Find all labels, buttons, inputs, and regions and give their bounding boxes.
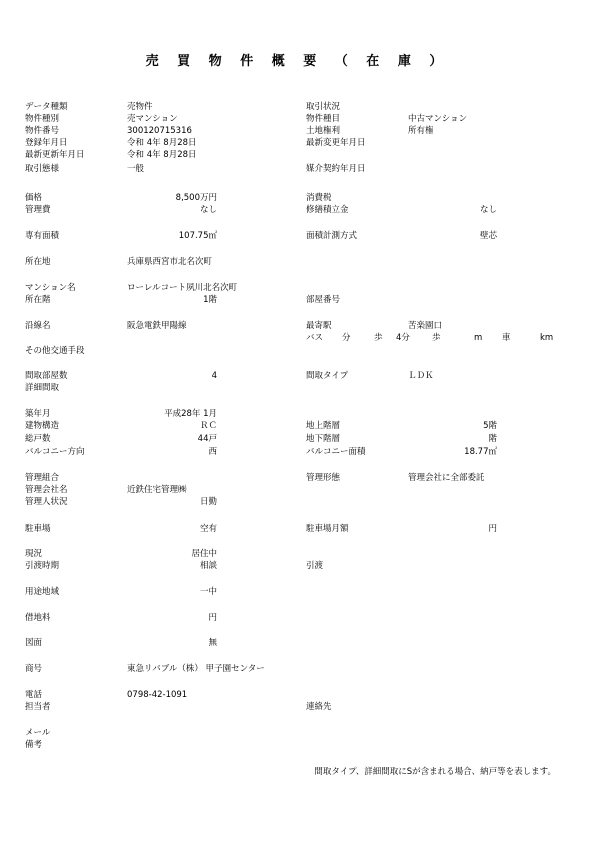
label-built: 築年月 [25,409,51,419]
label-other-transport: その他交通手段 [25,346,85,356]
label-station: 最寄駅 [306,321,332,331]
label-area-method: 面積計測方式 [306,231,358,241]
bus-walk-label: 歩 [374,333,383,343]
label-line: 沿線名 [25,321,51,331]
label-balcony-dir: バルコニー方向 [25,447,85,457]
value-location: 兵庫県西宮市北名次町 [127,257,213,267]
value-property-item: 中古マンション [408,114,468,124]
label-email: メール [25,728,51,738]
value-station: 苦楽園口 [408,321,443,331]
document-title: 売 買 物 件 概 要 （ 在 庫 ） [145,54,450,69]
distance-m-unit: m [474,333,483,343]
label-handover-time: 引渡時期 [25,561,60,571]
label-trade-status: 取引状況 [306,102,341,112]
value-built: 平成28年 1月 [164,409,217,419]
value-handover-time: 相談 [199,561,217,571]
value-balcony-dir: 西 [208,447,217,457]
value-exclusive-area: 107.75㎡ [178,231,217,241]
label-mgmt-company: 管理会社名 [25,485,68,495]
value-company: 東急リバブル（株） 甲子園センター [127,664,265,674]
value-phone: 0798-42-1091 [127,690,188,700]
label-mgmt-fee: 管理費 [25,205,51,215]
label-floors-below: 地下階層 [306,434,341,444]
label-room-no: 部屋番号 [306,295,341,305]
label-total-units: 総戸数 [25,434,51,444]
label-property-no: 物件番号 [25,126,60,136]
label-data-type: データ種類 [25,102,68,112]
label-last-updated: 最新更新年月日 [25,150,85,160]
label-repair-fund: 修繕積立金 [306,205,349,215]
label-manager-status: 管理人状況 [25,497,68,507]
label-mgmt-assoc: 管理組合 [25,473,60,483]
value-price: 8,500万円 [175,193,217,203]
bus-minutes-unit: 分 [342,333,351,343]
value-balcony-area: 18.77㎡ [464,447,497,457]
label-land-rights: 土地権利 [306,126,341,136]
label-floors-above: 地上階層 [306,421,341,431]
distance-km-unit: km [540,333,554,343]
value-land-rent: 円 [208,613,217,623]
label-layout-detail: 詳細間取 [25,383,60,393]
value-last-updated: 令和 4年 8月28日 [127,150,197,160]
label-mansion-name: マンション名 [25,283,76,293]
value-floor: 1階 [203,295,217,305]
value-floors-below: 階 [488,434,497,444]
footnote: 間取タイプ、詳細間取にSが含まれる場合、納戸等を表します。 [314,767,556,777]
value-floor-plan: 無 [208,638,217,648]
walk-label: 歩 [432,333,441,343]
bus-label: バス [306,333,324,343]
label-balcony-area: バルコニー面積 [306,447,366,457]
label-property-kind: 物件種別 [25,114,60,124]
value-mgmt-fee: なし [199,205,217,215]
label-location: 所在地 [25,257,51,267]
label-transaction: 取引態様 [25,164,60,174]
value-data-type: 売物件 [127,102,153,112]
value-land-rights: 所有権 [408,126,434,136]
value-property-kind: 売マンション [127,114,178,124]
value-zoning: 一中 [199,587,217,597]
value-mgmt-form: 管理会社に全部委託 [408,473,485,483]
value-registered: 令和 4年 8月28日 [127,138,197,148]
car-label: 車 [502,333,511,343]
value-mansion-name: ローレルコート夙川北名次町 [127,283,238,293]
label-parking-fee: 駐車場月額 [306,524,349,534]
value-parking: 空有 [199,524,217,534]
label-property-item: 物件種目 [306,114,341,124]
label-remarks: 備考 [25,740,43,750]
value-repair-fund: なし [479,205,497,215]
label-layout-type: 間取タイプ [306,371,349,381]
label-structure: 建物構造 [25,421,60,431]
label-contact: 連絡先 [306,702,332,712]
label-mgmt-form: 管理形態 [306,473,341,483]
value-structure: ＲＣ [199,421,217,431]
value-current-status: 居住中 [191,549,217,559]
label-handover: 引渡 [306,561,324,571]
label-parking: 駐車場 [25,524,51,534]
value-parking-fee: 円 [488,524,497,534]
value-mgmt-company: 近鉄住宅管理㈱ [127,485,187,495]
label-floor-plan: 図面 [25,638,43,648]
label-contact-person: 担当者 [25,702,51,712]
value-area-method: 壁芯 [479,231,497,241]
label-price: 価格 [25,193,43,203]
value-property-no: 300120715316 [127,126,192,136]
label-floor: 所在階 [25,295,51,305]
label-zoning: 用途地域 [25,587,60,597]
label-phone: 電話 [25,690,43,700]
value-manager-status: 日勤 [199,497,217,507]
label-current-status: 現況 [25,549,43,559]
label-last-changed: 最新変更年月日 [306,138,366,148]
value-transaction: 一般 [127,164,145,174]
label-contract-date: 媒介契約年月日 [306,164,366,174]
value-line: 阪急電鉄甲陽線 [127,321,187,331]
label-land-rent: 借地料 [25,613,51,623]
label-exclusive-area: 専有面積 [25,231,60,241]
label-registered: 登録年月日 [25,138,68,148]
value-floors-above: 5階 [483,421,497,431]
label-consumption-tax: 消費税 [306,193,332,203]
label-company: 商号 [25,664,43,674]
value-rooms: 4 [211,371,217,381]
label-rooms: 間取部屋数 [25,371,68,381]
value-total-units: 44戸 [197,434,217,444]
walk-minutes: 4分 [396,333,410,343]
value-layout-type: ＬＤＫ [408,371,434,381]
